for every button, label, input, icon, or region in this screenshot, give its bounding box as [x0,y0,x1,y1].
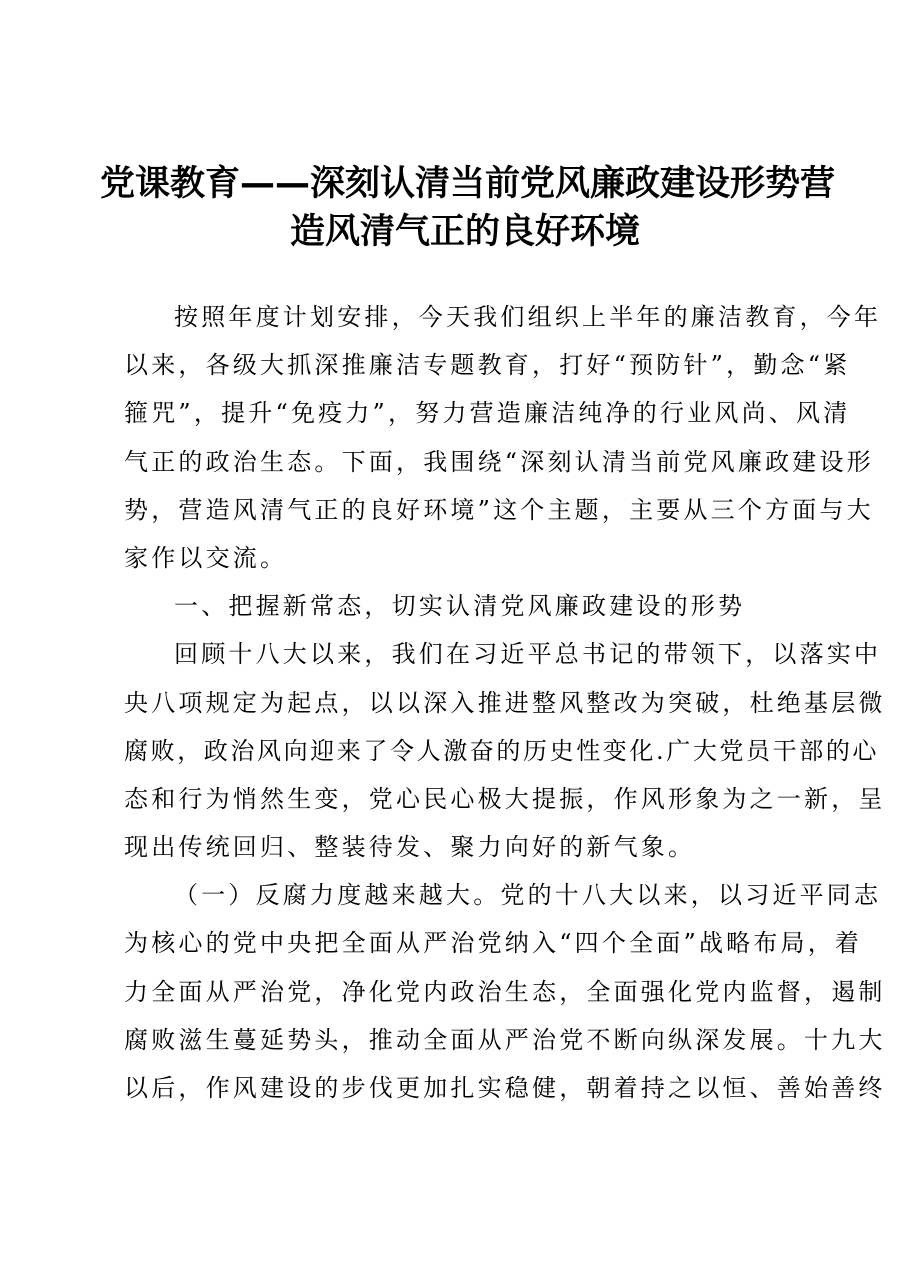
document-title-line-2: 造风清气正的良好环境 [289,212,640,252]
body-line: 态和行为悄然生变，党心民心极大提振，作风形象为之一新，呈 [124,784,886,813]
body-line: 力全面从严治党，净化党内政治生态，全面强化党内监督，遏制 [124,977,886,1006]
body-line: 为核心的党中央把全面从严治党纳入“四个全面”战略布局，着 [124,929,863,958]
body-line: 按照年度计划安排，今天我们组织上半年的廉洁教育，今年 [174,303,882,331]
body-line: 现出传统回归、整装待发、聚力向好的新气象。 [124,833,696,862]
body-line: 腐败滋生蔓延势头，推动全面从严治党不断向纵深发展。十九大 [124,1025,886,1054]
subsection-line: （一）反腐力度越来越大。党的十八大以来，以习近平同志 [174,881,882,910]
body-line: 家作以交流。 [124,543,288,572]
body-line: 回顾十八大以来，我们在习近平总书记的带领下，以落实中 [174,640,882,669]
body-line: 箍咒”，提升“免疫力”，努力营造廉洁纯净的行业风尚、风清 [124,399,851,428]
body-line: 气正的政治生态。下面，我围绕“深刻认清当前党风廉政建设形 [124,447,874,476]
body-line: 势，营造风清气正的良好环境”这个主题，主要从三个方面与大 [124,495,874,524]
document-body [124,293,886,1112]
document-title-line-1: 党课教育——深刻认清当前党风廉政建设形势营 [100,164,836,204]
body-line: 以来，各级大抓深推廉洁专题教育，打好“预防针”，勤念“紧 [124,351,851,380]
body-line: 央八项规定为起点，以以深入推进整风整改为突破，杜绝基层微 [124,688,886,717]
body-line: 以后，作风建设的步伐更加扎实稳健，朝着持之以恒、善始善终 [124,1074,886,1102]
body-line: 腐败，政治风向迎来了令人激奋的历史性变化.广大党员干部的心 [124,736,880,765]
section-heading: 一、把握新常态，切实认清党风廉政建设的形势 [174,592,746,621]
